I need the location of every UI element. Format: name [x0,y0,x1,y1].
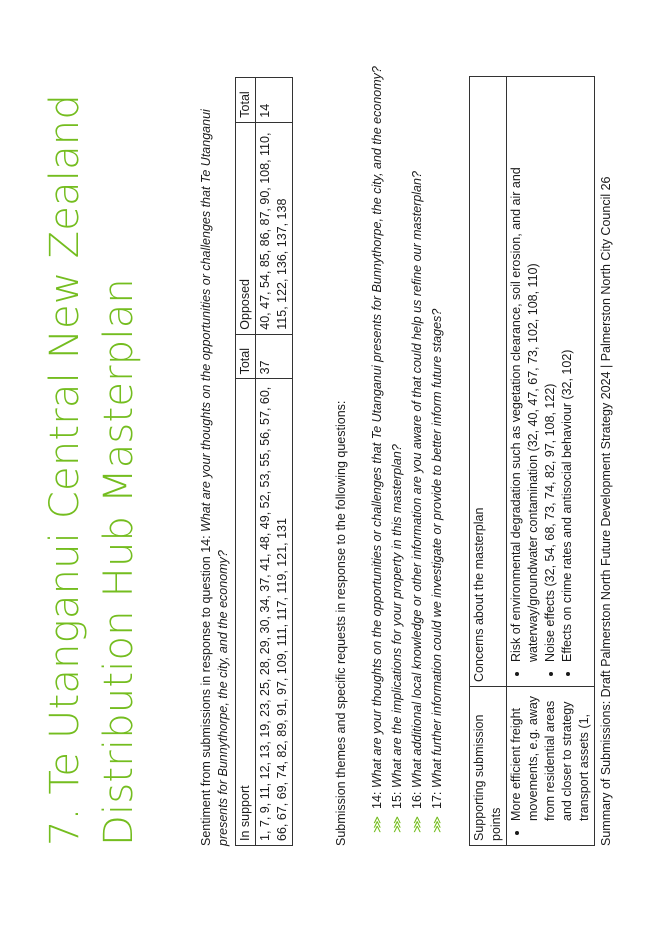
sentiment-intro [198,76,232,846]
submission-points-table [469,76,595,846]
question-text: What are the implications for your property in this masterplan? [390,444,404,789]
double-chevron-icon: ⋙ [390,815,404,833]
question-number: 17: [430,791,444,809]
header-opposed: Opposed [236,122,256,334]
question-number: 15: [390,791,404,809]
question-list [367,66,447,833]
list-item: • Noise effects (32, 54, 68, 73, 74, 82, 97, 108, 122) [542,81,559,662]
question-number: 16: [410,791,424,809]
question-text: What further information could we investigate or provide to better inform future stages? [430,308,444,789]
page-footer: Summary of Submissions: Draft Palmerston North Future Development Strategy 2024 | Palmerston North City Council 26 [599,176,613,846]
question-text: What are your thoughts on the opportunities or challenges that Te Utanganui presents for Bunnythorpe, the city, and the economy? [370,66,384,789]
themes-intro: Submission themes and specific requests in response to the following questions: [334,400,348,846]
list-item: • Risk of environmental degradation such as vegetation clearance, soil erosion, and air and waterway/groundwater contamination (32, 40, 47, 67, 73, 102, 108, 110) [508,81,542,662]
double-chevron-icon: ⋙ [430,815,444,833]
header-supporting: Supporting submission points [470,687,507,846]
sentiment-header-row [236,78,256,846]
header-concerns: Concerns about the masterplan [470,77,507,687]
intro-question: What are your thoughts on the opportunities or challenges that Te Utanganui presents for Bunnythorpe, the city, and the economy? [199,109,230,846]
list-item: • Effects on crime rates and antisocial behaviour (32, 102) [559,81,576,662]
header-total-opposed: Total [236,78,256,123]
sentiment-data-row [256,78,293,846]
supporting-list [508,691,593,841]
list-item [407,66,427,833]
list-item [387,66,407,833]
double-chevron-icon: ⋙ [410,815,424,833]
opposed-submissions: 40, 47, 54, 85, 86, 87, 90, 108, 110, 115, 122, 136, 137, 138 [256,122,293,334]
page-title: 7. Te Utanganui Central New Zealand Distribution Hub Masterplan [42,94,142,846]
sentiment-table [235,77,293,846]
header-in-support: In support [236,379,256,846]
points-data-row [507,77,595,846]
opposed-total: 14 [256,78,293,123]
intro-prefix: Sentiment from submissions in response to question 14: [199,531,213,846]
support-total: 37 [256,334,293,379]
question-text: What additional local knowledge or other information are you aware of that could help us refine our masterplan? [410,171,424,789]
points-header-row [470,77,507,846]
concerns-cell [507,77,595,687]
support-submissions: 1, 7, 9, 11, 12, 13, 19, 23, 25, 28, 29, 30, 34, 37, 41, 48, 49, 52, 53, 55, 56, 57, 60, 66, 67, 69, 74, 82, 89, 91, 97, 109, 111, 117, 119, 121, 131 [256,379,293,846]
list-item [367,66,387,833]
double-chevron-icon: ⋙ [370,815,384,833]
concerns-list [508,81,576,682]
question-number: 14: [370,791,384,809]
supporting-points-cell [507,687,595,846]
list-item: • More efficient freight movements, e.g. away from residential areas and closer to strategy transport assets (1, [508,691,593,821]
header-total-support: Total [236,334,256,379]
list-item [427,66,447,833]
